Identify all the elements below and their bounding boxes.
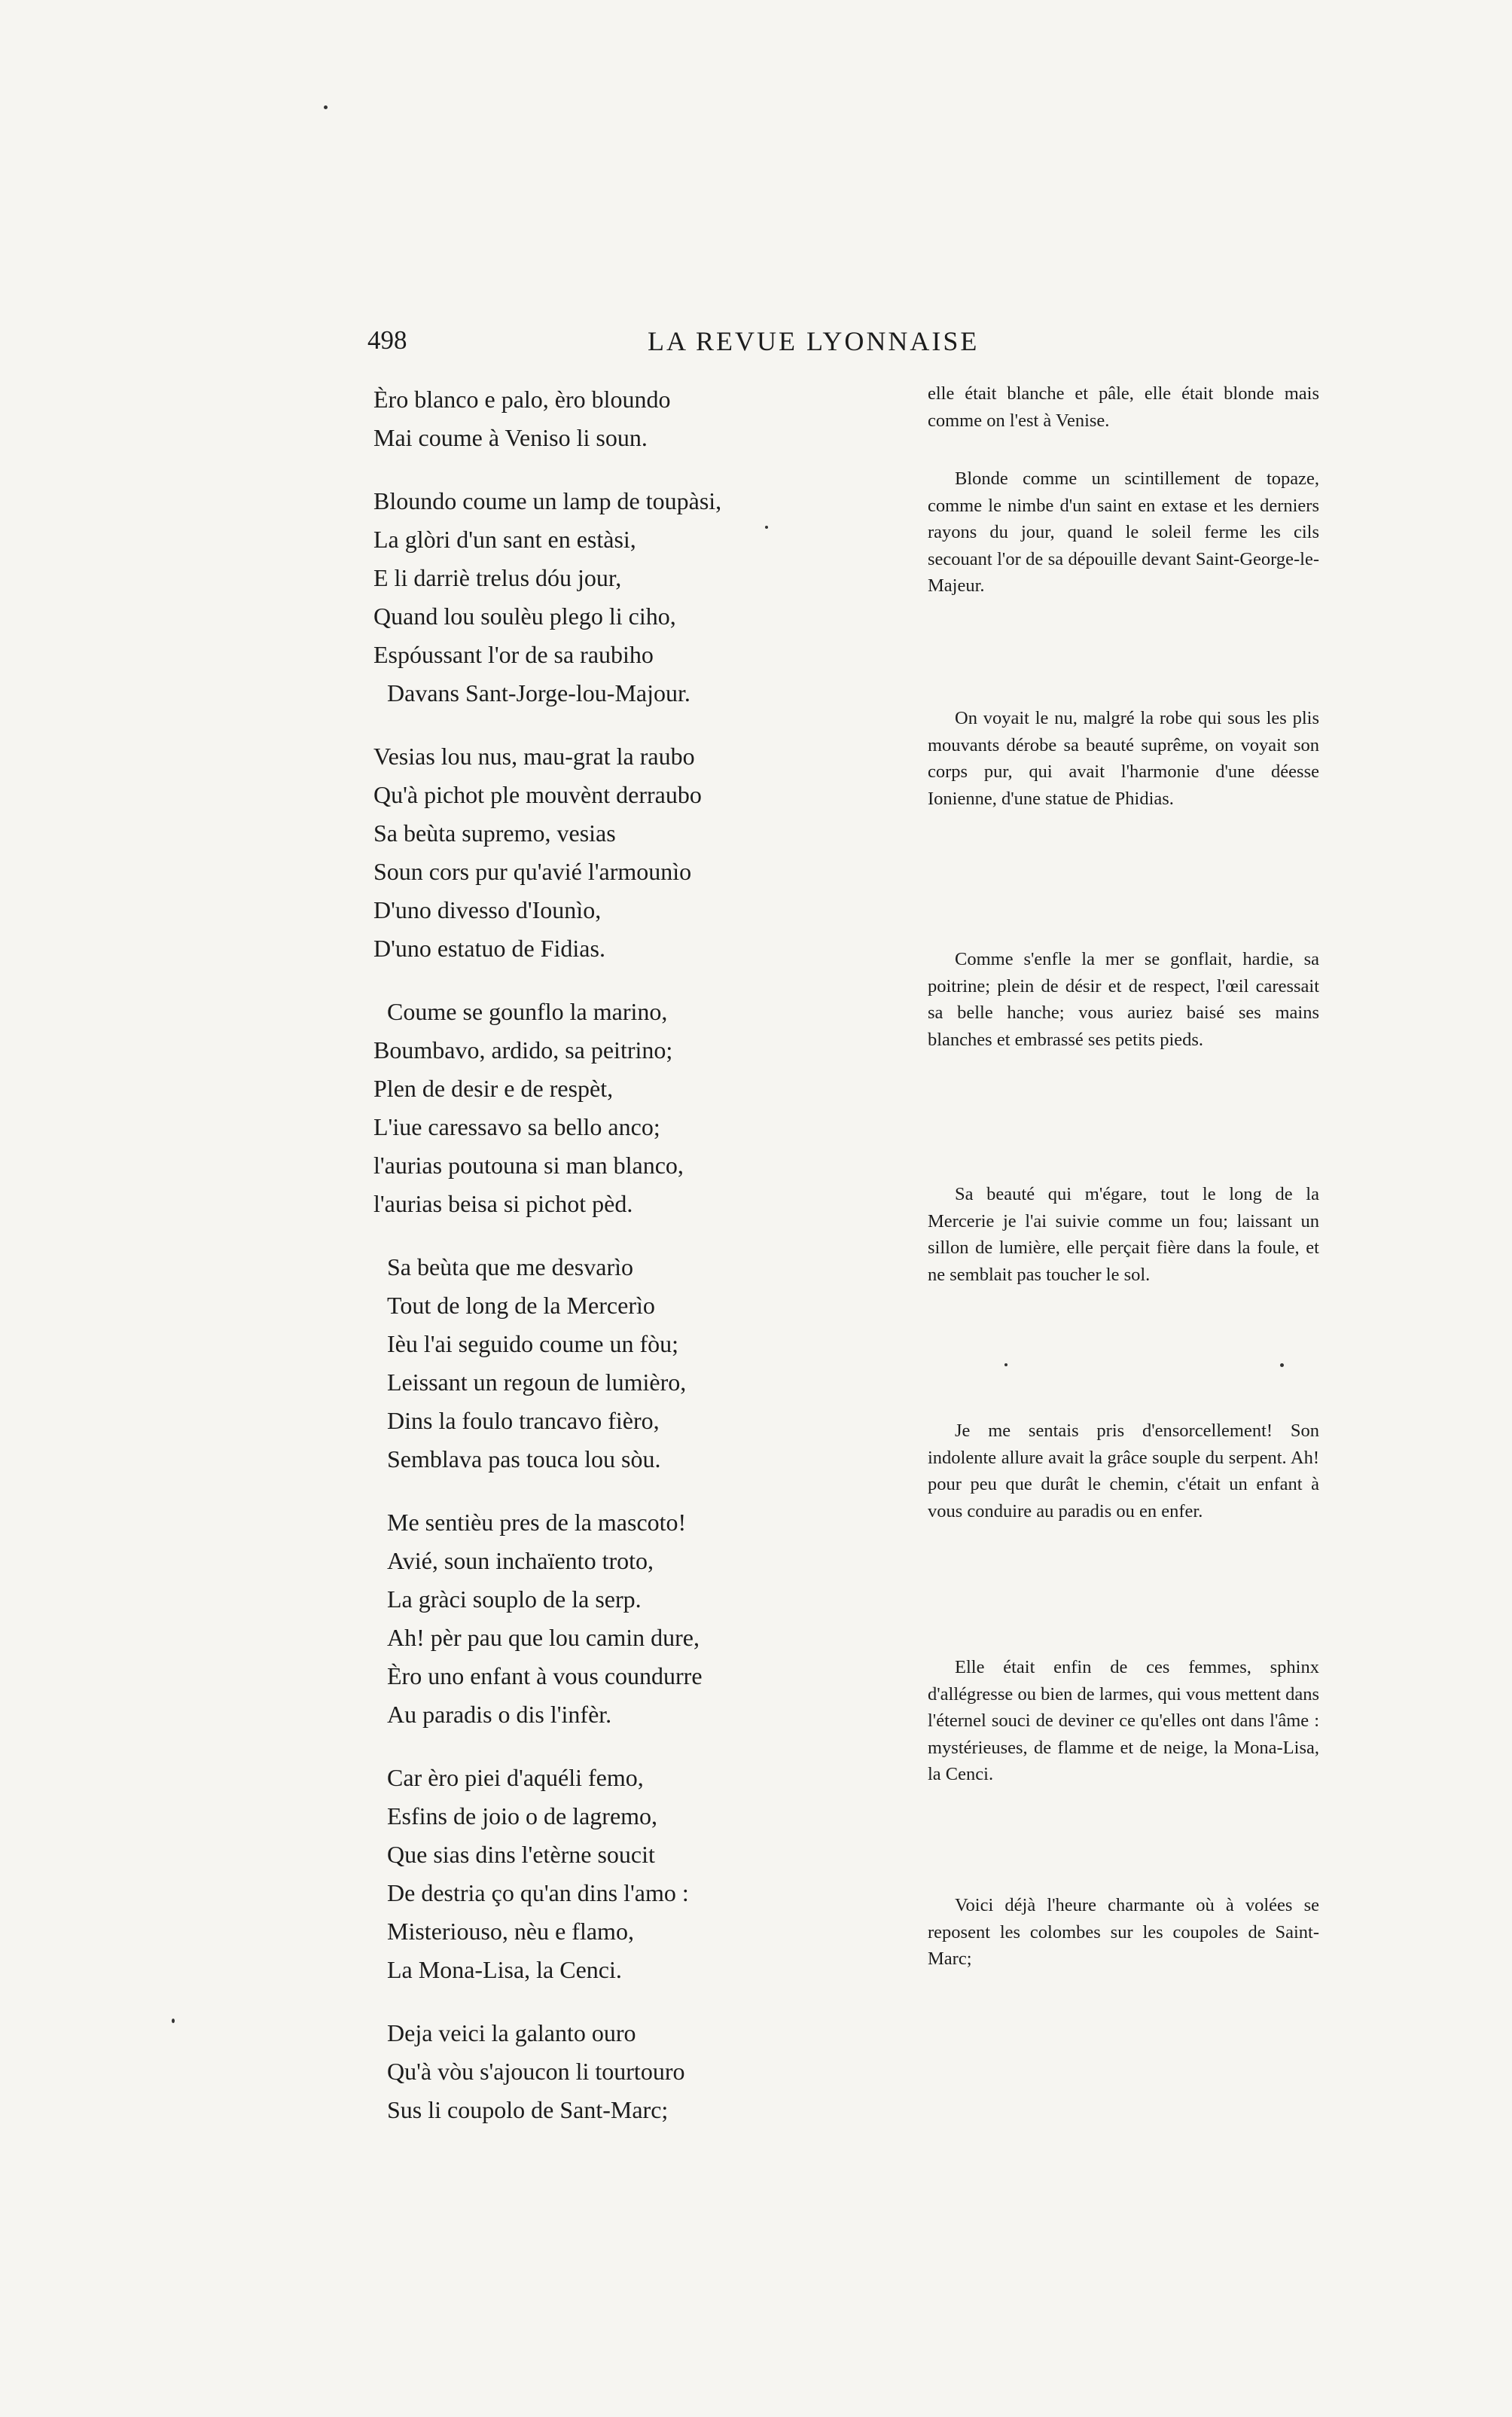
scan-speck [1280,1363,1284,1367]
verse-line: De destria ço qu'an dins l'amo : [387,1879,689,1906]
verse-line: Davans Sant-Jorge-lou-Majour. [387,679,690,706]
page-header [367,325,1045,371]
stanza-6 [369,1503,821,1734]
verse-line: Misteriouso, nèu e flamo, [387,1918,634,1945]
verse-column [369,380,821,2129]
verse-line: Que sias dins l'etèrne soucit [387,1841,655,1868]
translation-paragraph: Voici déjà l'heure charmante où à volées se reposent les colombes sur les coupoles de Saint-Marc; [928,1895,1319,1969]
translation-paragraph: Comme s'enfle la mer se gonflait, hardie, sa poitrine; plein de désir et de respect, l'œil caressait sa belle hanche; vous auriez baisé ses mains blanches et embrassé ses petits pieds. [928,949,1319,1050]
verse-line: Bloundo coume un lamp de toupàsi, [373,487,722,514]
scan-speck [324,105,328,109]
verse-line: Mai coume à Veniso li soun. [373,424,648,451]
verse-line: Èro uno enfant à vous coundurre [387,1662,703,1689]
verse-line: Qu'à vòu s'ajoucon li tourtouro [387,2058,685,2085]
stanza-1 [369,380,821,457]
scan-speck [172,2019,175,2023]
verse-line: Plen de desir e de respèt, [373,1075,614,1102]
translation-paragraph: Sa beauté qui m'égare, tout le long de la Mercerie je l'ai suivie comme un fou; laissant un sillon de lumière, elle perçait fière dans la foule, et ne semblait pas toucher le sol. [928,1184,1319,1285]
stanza-8 [369,2014,821,2129]
verse-line: l'aurias poutouna si man blanco, [373,1152,684,1179]
stanza-4 [369,993,821,1223]
verse-line: Ièu l'ai seguido coume un fòu; [387,1330,678,1357]
verse-line: Qu'à pichot ple mouvènt derraubo [373,781,702,808]
verse-line: D'uno divesso d'Iounìo, [373,896,602,923]
verse-line: Coume se gounflo la marino, [387,998,668,1025]
verse-line: Tout de long de la Mercerìo [387,1292,655,1319]
verse-line: L'iue caressavo sa bello anco; [373,1113,660,1140]
stanza-7 [369,1759,821,1989]
verse-line: E li darriè trelus dóu jour, [373,564,622,591]
translation-paragraph: Je me sentais pris d'ensorcellement! Son indolente allure avait la grâce souple du serpent. Ah! pour peu que durât le chemin, c'était un enfant à vous conduire au paradis ou en enfer. [928,1421,1319,1521]
scan-speck [1004,1363,1007,1366]
verse-line: La glòri d'un sant en estàsi, [373,526,636,553]
verse-line: l'aurias beisa si pichot pèd. [373,1190,633,1217]
verse-line: Vesias lou nus, mau-grat la raubo [373,743,695,770]
verse-line: Ah! pèr pau que lou camin dure, [387,1624,700,1651]
scan-speck [765,526,768,529]
translation-paragraph: On voyait le nu, malgré la robe qui sous les plis mouvants dérobe sa beauté suprême, on voyait son corps pur, qui avait l'harmonie d'une déesse Ionienne, d'une statue de Phidias. [928,708,1319,809]
translation-paragraph: Elle était enfin de ces femmes, sphinx d'allégresse ou bien de larmes, qui vous mettent dans l'éternel souci de deviner ce qu'elles ont dans l'âme : mystérieuses, de flamme et de neige, la Mona-Lisa, la Cenci. [928,1657,1319,1784]
verse-line: D'uno estatuo de Fidias. [373,935,605,962]
verse-line: Au paradis o dis l'infèr. [387,1701,612,1728]
verse-line: Sa beùta supremo, vesias [373,819,616,847]
stanza-5 [369,1248,821,1479]
verse-line: Me sentièu pres de la mascoto! [387,1509,687,1536]
verse-line: Deja veici la galanto ouro [387,2019,636,2046]
verse-line: Espóussant l'or de sa raubiho [373,641,654,668]
verse-line: Car èro piei d'aquéli femo, [387,1764,644,1791]
verse-line: Avié, soun inchaïento troto, [387,1547,654,1574]
verse-line: Leissant un regoun de lumièro, [387,1369,687,1396]
verse-line: Dins la foulo trancavo fièro, [387,1407,660,1434]
verse-line: Soun cors pur qu'avié l'armounìo [373,858,692,885]
stanza-3 [369,737,821,968]
verse-line: Sa beùta que me desvarìo [387,1253,633,1280]
running-title: LA REVUE LYONNAISE [648,326,980,356]
page-number: 498 [367,325,407,355]
stanza-2 [369,482,821,713]
verse-line: Boumbavo, ardido, sa peitrino; [373,1036,673,1064]
verse-line: La Mona-Lisa, la Cenci. [387,1956,622,1983]
verse-line: Sus li coupolo de Sant-Marc; [387,2096,669,2123]
verse-line: Quand lou soulèu plego li ciho, [373,603,676,630]
translation-paragraph: elle était blanche et pâle, elle était blonde mais comme on l'est à Venise. [928,383,1319,431]
translation-paragraph: Blonde comme un scintillement de topaze, comme le nimbe d'un saint en extase et les derniers rayons du jour, quand le soleil ferme les cils secouant l'or de sa dépouille devant Saint-George-le-Majeur. [928,468,1319,596]
verse-line: Èro blanco e palo, èro bloundo [373,386,671,413]
verse-line: Esfins de joio o de lagremo, [387,1802,658,1830]
verse-line: La gràci souplo de la serp. [387,1585,642,1613]
verse-line: Semblava pas touca lou sòu. [387,1445,661,1472]
